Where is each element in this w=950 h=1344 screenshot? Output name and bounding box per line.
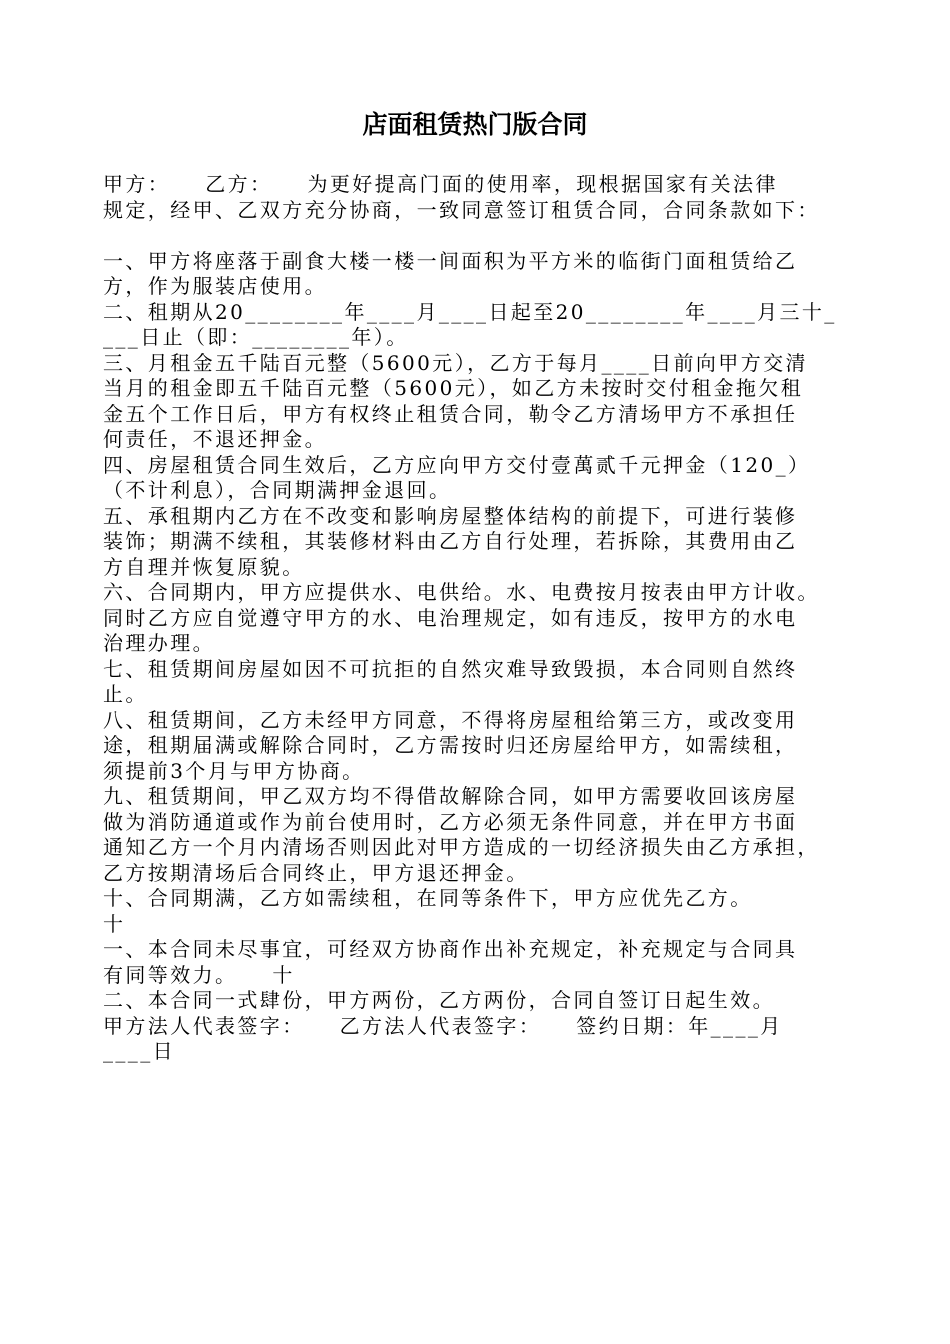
text-line: 五、承租期内乙方在不改变和影响房屋整体结构的前提下，可进行装修	[103, 503, 798, 528]
text-line: 一、甲方将座落于副食大楼一楼一间面积为平方米的临街门面租赁给乙	[103, 248, 798, 273]
text-line: 金五个工作日后，甲方有权终止租赁合同，勒令乙方清场甲方不承担任	[103, 401, 798, 426]
text-line: 乙方按期清场后合同终止，甲方退还押金。	[103, 860, 529, 885]
blank-line	[103, 223, 863, 249]
text-line: 一、本合同未尽事宜，可经双方协商作出补充规定，补充规定与合同具	[103, 937, 798, 961]
text-line: 二、租期从20________年____月____日起至20________年____月三十_	[103, 299, 837, 324]
signature-line: ____日	[103, 1039, 175, 1063]
text-line: 规定，经甲、乙双方充分协商，一致同意签订租赁合同，合同条款如下：	[103, 197, 820, 222]
text-line: 通知乙方一个月内清场否则因此对甲方造成的一切经济损失由乙方承担，	[103, 835, 820, 859]
text-line: 止。	[103, 682, 148, 706]
text-line: 九、租赁期间，甲乙双方均不得借故解除合同，如甲方需要收回该房屋	[103, 784, 798, 808]
document-title: 店面租赁热门版合同	[362, 110, 588, 139]
text-line: 三、月租金五千陆百元整（5600元），乙方于每月____日前向甲方交清	[103, 350, 808, 375]
text-line: 十	[103, 911, 126, 936]
text-line: （不计利息），合同期满押金退回。	[103, 478, 452, 502]
text-line: 四、房屋租赁合同生效后，乙方应向甲方交付壹萬贰千元押金（120_）	[103, 452, 811, 477]
text-line: 方，作为服装店使用。	[103, 274, 327, 298]
text-line: 方自理并恢复原貌。	[103, 554, 305, 579]
text-line: 当月的租金即五千陆百元整（5600元），如乙方未按时交付租金拖欠租	[103, 376, 804, 400]
text-line: ___日止（即：________年）。	[103, 325, 409, 349]
text-line: 治理办理。	[103, 631, 215, 655]
text-line: 同时乙方应自觉遵守甲方的水、电治理规定，如有违反，按甲方的水电	[103, 605, 798, 630]
signature-line: 甲方法人代表签字： 乙方法人代表签字： 签约日期：年____月	[103, 1013, 783, 1038]
text-line: 七、租赁期间房屋如因不可抗拒的自然灾难导致毁损，本合同则自然终	[103, 656, 798, 681]
text-line: 须提前3个月与甲方协商。	[103, 758, 365, 783]
contract-body	[103, 172, 863, 1065]
text-line: 六、合同期内，甲方应提供水、电供给。水、电费按月按表由甲方计收。	[103, 580, 820, 604]
text-line: 二、本合同一式肆份，甲方两份，乙方两份，合同自签订日起生效。	[103, 988, 775, 1012]
text-line: 甲方： 乙方： 为更好提高门面的使用率，现根据国家有关法律	[103, 172, 778, 196]
text-line: 有同等效力。 十	[103, 962, 295, 987]
text-line: 装饰；期满不续租，其装修材料由乙方自行处理，若拆除，其费用由乙	[103, 529, 798, 553]
text-line: 做为消防通道或作为前台使用时，乙方必须无条件同意，并在甲方书面	[103, 809, 798, 834]
text-line: 十、合同期满，乙方如需续租，在同等条件下，甲方应优先乙方。	[103, 886, 753, 910]
text-line: 途，租期届满或解除合同时，乙方需按时归还房屋给甲方，如需续租，	[103, 733, 798, 757]
text-line: 八、租赁期间，乙方未经甲方同意，不得将房屋租给第三方，或改变用	[103, 707, 798, 732]
text-line: 何责任，不退还押金。	[103, 427, 327, 451]
